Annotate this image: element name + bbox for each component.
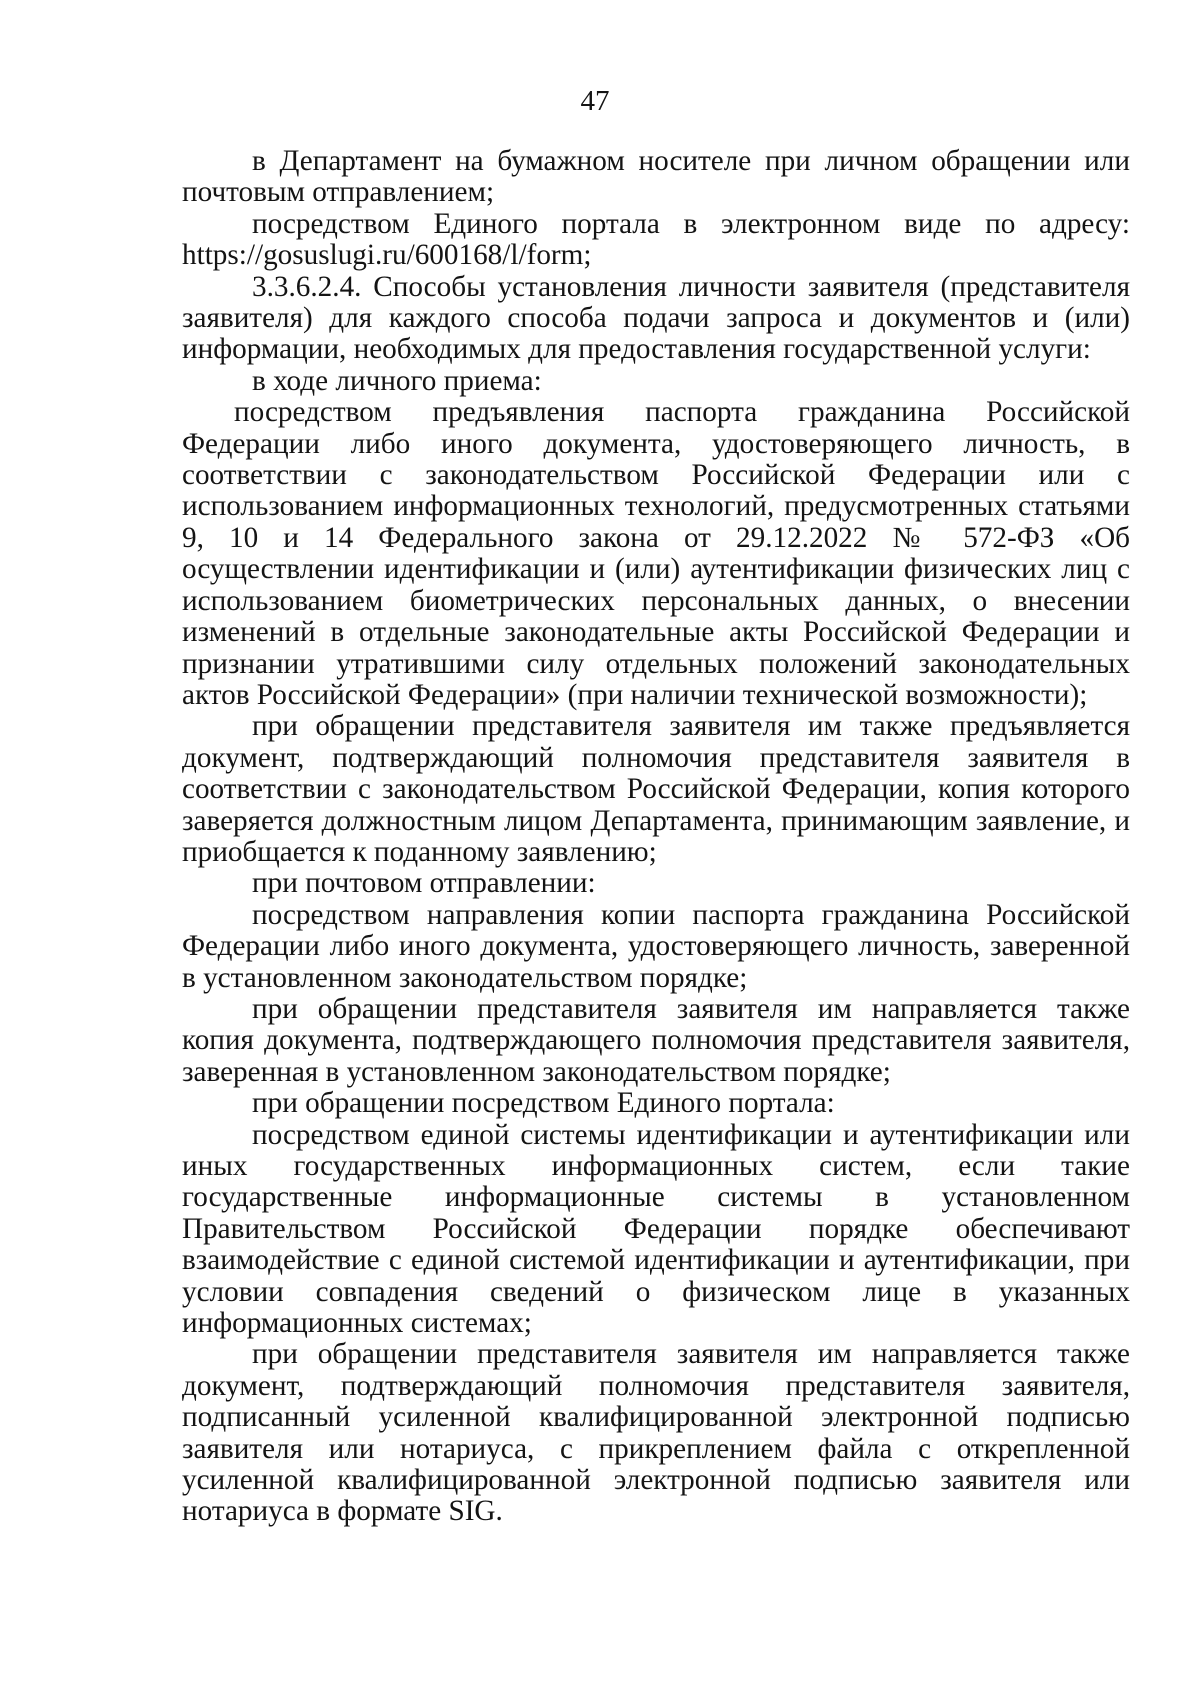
document-body — [182, 146, 1130, 1528]
paragraph-representative-postal: при обращении представителя заявителя им направляется также копия документа, подтверждающего полномочия представителя заявителя, заверенная в установленном законодательством порядке; — [182, 992, 1130, 1088]
paragraph-esia-identification: посредством единой системы идентификации и аутентификации или иных государственных информационных систем, если такие государственные информационные системы в установленном Правительством Российской Федерации порядке обеспечивают взаимодействие с единой системой идентификации и аутентификации, при условии совпадения сведений о физическом лице в указанных информационных системах; — [182, 1118, 1130, 1340]
paragraph-submission-department: в Департамент на бумажном носителе при личном обращении или почтовым отправлением; — [182, 145, 1130, 209]
paragraph-passport-presentation: посредством предъявления паспорта гражданина Российской Федерации либо иного документа, удостоверяющего личность, в соответствии с законодательством Российской Федерации или с использованием информационных технологий, предусмотренных статьями 9, 10 и 14 Федерального закона от 29.12.2022 № 572-ФЗ «Об осуществлении идентификации и (или) аутентификации физических лиц с использованием биометрических персональных данных, о внесении изменений в отдельные законодательные акты Российской Федерации и признании утратившими силу отдельных положений законодательных актов Российской Федерации» (при наличии технической возможности); — [182, 396, 1130, 711]
paragraph-personal-reception-heading: в ходе личного приема: — [252, 364, 542, 397]
paragraph-submission-portal: посредством Единого портала в электронном виде по адресу: https://gosuslugi.ru/600168/l/form; — [182, 207, 1130, 272]
paragraph-identity-methods: 3.3.6.2.4. Способы установления личности заявителя (представителя заявителя) для каждого способа подачи запроса и документов и (или) информации, необходимых для предоставления государственной услуги: — [182, 270, 1130, 366]
paragraph-passport-copy: посредством направления копии паспорта гражданина Российской Федерации либо иного документа, удостоверяющего личность, заверенной в установленном законодательством порядке; — [182, 898, 1130, 994]
page-number: 47 — [580, 85, 610, 117]
paragraph-postal-heading: при почтовом отправлении: — [252, 867, 596, 900]
paragraph-representative-portal: при обращении представителя заявителя им направляется также документ, подтверждающий полномочия представителя заявителя, подписанный усиленной квалифицированной электронной подписью заявителя или нотариуса, с прикреплением файла с открепленной усиленной квалифицированной электронной подписью заявителя или нотариуса в формате SIG. — [182, 1338, 1130, 1528]
paragraph-representative-reception: при обращении представителя заявителя им также предъявляется документ, подтверждающий полномочия представителя заявителя в соответствии с законодательством Российской Федерации, копия которого заверяется должностным лицом Департамента, принимающим заявление, и приобщается к поданному заявлению; — [182, 710, 1130, 868]
paragraph-portal-heading: при обращении посредством Единого портала: — [252, 1087, 835, 1120]
